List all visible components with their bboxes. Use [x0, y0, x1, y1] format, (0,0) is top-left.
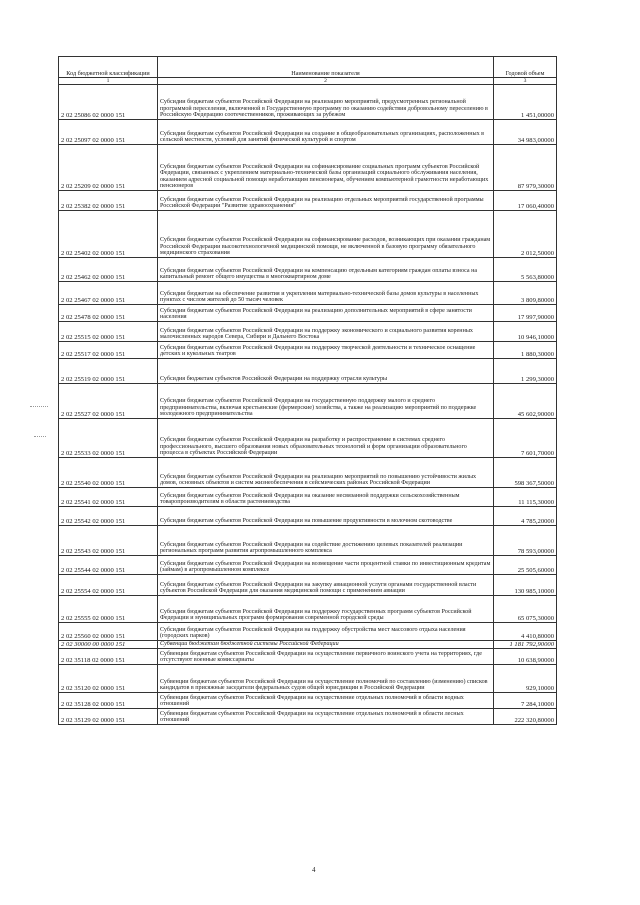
name-cell: Субвенции бюджетам бюджетной системы Российской Федерации — [158, 641, 494, 649]
volume-cell: 1 451,00000 — [494, 85, 557, 120]
code-cell: 2 02 25544 02 0000 151 — [59, 556, 158, 575]
volume-cell: 1 181 792,90000 — [494, 641, 557, 649]
volume-cell: 17 997,90000 — [494, 305, 557, 322]
code-cell: 2 02 25515 02 0000 151 — [59, 322, 158, 342]
code-cell: 2 02 35118 02 0000 151 — [59, 649, 158, 665]
table-row — [59, 507, 557, 526]
name-cell: Субсидии бюджетам субъектов Российской Федерации на возмещение части процентной ставки по инвестиционным кредитам (займам) в агропромышленном комплексе — [158, 556, 494, 575]
header-code: Код бюджетной классификации — [59, 57, 158, 78]
table-row — [59, 556, 557, 575]
table-row — [59, 649, 557, 665]
volume-cell: 4 785,20000 — [494, 507, 557, 526]
table-row — [59, 282, 557, 305]
code-cell: 2 02 25382 02 0000 151 — [59, 191, 158, 211]
volume-cell: 7 284,10000 — [494, 693, 557, 709]
volume-cell: 25 505,60000 — [494, 556, 557, 575]
volume-cell: 17 060,40000 — [494, 191, 557, 211]
table-row — [59, 359, 557, 384]
name-cell: Субсидии бюджетам субъектов Российской Федерации на поддержку обустройства мест массового отдыха населения (городских парков) — [158, 623, 494, 641]
table-row — [59, 693, 557, 709]
name-cell: Субвенции бюджетам субъектов Российской Федерации на осуществление первичного воинского учета на территориях, где отсутствуют военные комиссариаты — [158, 649, 494, 665]
column-number-row — [59, 78, 557, 85]
name-cell: Субсидии бюджетам субъектов Российской Федерации на софинансирование социальных программ субъектов Российской Федерации, связанных с укреплением материально-технической базы организаций социального обслуживания населения, оказанием адресной социальной помощи неработающим пенсионерам, обучением компьютерной грамотности неработающих пенсионеров — [158, 145, 494, 191]
table-header-row — [59, 57, 557, 78]
table-row — [59, 211, 557, 258]
name-cell: Субвенции бюджетам субъектов Российской Федерации на осуществление полномочий по составлению (изменению) списков кандидатов в присяжные заседатели федеральных судов общей юрисдикции в Российской Федерации — [158, 665, 494, 693]
table-row — [59, 458, 557, 488]
code-cell: 2 02 25086 02 0000 151 — [59, 85, 158, 120]
name-cell: Субсидии бюджетам субъектов Российской Федерации на поддержку государственных программ субъектов Российской Федерации и муниципальных программ формирования современной городской среды — [158, 596, 494, 623]
table-row — [59, 322, 557, 342]
table-row — [59, 384, 557, 419]
code-cell: 2 02 30000 00 0000 151 — [59, 641, 158, 649]
table-row — [59, 641, 557, 649]
name-cell: Субсидии бюджетам субъектов Российской Федерации на оказание несвязанной поддержки сельскохозяйственным товаропроизводителям в области растениеводства — [158, 488, 494, 507]
code-cell: 2 02 25527 02 0000 151 — [59, 384, 158, 419]
table-row — [59, 419, 557, 458]
margin-scan-mark — [34, 436, 46, 437]
name-cell: Субсидии бюджетам субъектов Российской Федерации на поддержку экономического и социального развития коренных малочисленных народов Севера, Сибири и Дальнего Востока — [158, 322, 494, 342]
table-row — [59, 145, 557, 191]
name-cell: Субвенции бюджетам субъектов Российской Федерации на осуществление отдельных полномочий в области водных отношений — [158, 693, 494, 709]
column-number: 1 — [59, 78, 158, 85]
volume-cell: 1 880,30000 — [494, 342, 557, 359]
volume-cell: 130 985,10000 — [494, 575, 557, 596]
volume-cell: 5 563,80000 — [494, 258, 557, 282]
table-row — [59, 526, 557, 556]
volume-cell: 11 115,30000 — [494, 488, 557, 507]
volume-cell: 3 809,80000 — [494, 282, 557, 305]
name-cell: Субсидии бюджетам субъектов Российской Федерации на закупку авиационной услуги органами государственной власти субъектов Российской Федерации для оказания медицинской помощи с применением авиации — [158, 575, 494, 596]
volume-cell: 87 979,30000 — [494, 145, 557, 191]
volume-cell: 7 601,70000 — [494, 419, 557, 458]
code-cell: 2 02 35120 02 0000 151 — [59, 665, 158, 693]
code-cell: 2 02 25542 02 0000 151 — [59, 507, 158, 526]
volume-cell: 1 299,30000 — [494, 359, 557, 384]
name-cell: Субсидии бюджетам субъектов Российской Федерации на реализацию отдельных мероприятий государственной программы Российской Федерации "Развитие здравоохранения" — [158, 191, 494, 211]
code-cell: 2 02 25209 02 0000 151 — [59, 145, 158, 191]
table-row — [59, 191, 557, 211]
code-cell: 2 02 25467 02 0000 151 — [59, 282, 158, 305]
volume-cell: 2 012,50000 — [494, 211, 557, 258]
column-number: 2 — [158, 78, 494, 85]
code-cell: 2 02 35129 02 0000 151 — [59, 709, 158, 725]
code-cell: 2 02 25402 02 0000 151 — [59, 211, 158, 258]
code-cell: 2 02 25540 02 0000 151 — [59, 458, 158, 488]
volume-cell: 598 367,50000 — [494, 458, 557, 488]
name-cell: Субсидии бюджетам на обеспечение развития и укрепления материально-технической базы домов культуры в населенных пунктах с числом жителей до 50 тысяч человек — [158, 282, 494, 305]
table-row — [59, 488, 557, 507]
name-cell: Субсидии бюджетам субъектов Российской Федерации на реализацию мероприятий по повышению устойчивости жилых домов, основных объектов и систем жизнеобеспечения в сейсмических районах Российской Федерации — [158, 458, 494, 488]
name-cell: Субсидии бюджетам субъектов Российской Федерации на разработку и распространение в системах среднего профессионального, высшего образования новых образовательных технологий и форм организации образовательного процесса в субъектах Российской Федерации — [158, 419, 494, 458]
code-cell: 2 02 25555 02 0000 151 — [59, 596, 158, 623]
name-cell: Субсидии бюджетам субъектов Российской Федерации на поддержку творческой деятельности и техническое оснащение детских и кукольных театров — [158, 342, 494, 359]
volume-cell: 34 983,00000 — [494, 120, 557, 145]
table-row — [59, 305, 557, 322]
table-row — [59, 258, 557, 282]
code-cell: 2 02 25543 02 0000 151 — [59, 526, 158, 556]
volume-cell: 4 410,80000 — [494, 623, 557, 641]
code-cell: 2 02 25517 02 0000 151 — [59, 342, 158, 359]
table-row — [59, 120, 557, 145]
code-cell: 2 02 25097 02 0000 151 — [59, 120, 158, 145]
code-cell: 2 02 35128 02 0000 151 — [59, 693, 158, 709]
header-name: Наименование показателя — [158, 57, 494, 78]
name-cell: Субсидия бюджетам субъектов Российской Федерации на поддержку отрасли культуры — [158, 359, 494, 384]
volume-cell: 10 946,10000 — [494, 322, 557, 342]
column-number: 3 — [494, 78, 557, 85]
name-cell: Субвенции бюджетам субъектов Российской Федерации на осуществление отдельных полномочий в области лесных отношений — [158, 709, 494, 725]
code-cell: 2 02 25554 02 0000 151 — [59, 575, 158, 596]
name-cell: Субсидии бюджетам субъектов Российской Федерации на софинансирование расходов, возникающих при оказании гражданам Российской Федерации высокотехнологичной медицинской помощи, не включенной в базовую программу обязательного медицинского страхования — [158, 211, 494, 258]
volume-cell: 78 593,00000 — [494, 526, 557, 556]
code-cell: 2 02 25519 02 0000 151 — [59, 359, 158, 384]
name-cell: Субсидии бюджетам субъектов Российской Федерации на государственную поддержку малого и среднего предпринимательства, включая крестьянские (фермерские) хозяйства, а также на реализацию мероприятий по поддержке молодежного предпринимательства — [158, 384, 494, 419]
table-row — [59, 665, 557, 693]
table-row — [59, 575, 557, 596]
name-cell: Субсидии бюджетам субъектов Российской Федерации на содействие достижению целевых показателей реализации региональных программ развития агропромышленного комплекса — [158, 526, 494, 556]
name-cell: Субсидии бюджетам субъектов Российской Федерации на компенсацию отдельным категориям граждан оплаты взноса на капитальный ремонт общего имущества в многоквартирном доме — [158, 258, 494, 282]
name-cell: Субсидии бюджетам субъектов Российской Федерации на повышение продуктивности в молочном скотоводстве — [158, 507, 494, 526]
table-row — [59, 85, 557, 120]
code-cell: 2 02 25541 02 0000 151 — [59, 488, 158, 507]
table-row — [59, 623, 557, 641]
table-row — [59, 709, 557, 725]
code-cell: 2 02 25478 02 0000 151 — [59, 305, 158, 322]
budget-table — [58, 56, 557, 725]
name-cell: Субсидии бюджетам субъектов Российской Федерации на создание в общеобразовательных организациях, расположенных в сельской местности, условий для занятий физической культурой и спортом — [158, 120, 494, 145]
table-row — [59, 342, 557, 359]
code-cell: 2 02 25560 02 0000 151 — [59, 623, 158, 641]
table-row — [59, 596, 557, 623]
code-cell: 2 02 25533 02 0000 151 — [59, 419, 158, 458]
margin-scan-mark — [30, 406, 48, 407]
code-cell: 2 02 25462 02 0000 151 — [59, 258, 158, 282]
volume-cell: 65 075,30000 — [494, 596, 557, 623]
volume-cell: 929,10000 — [494, 665, 557, 693]
name-cell: Субсидии бюджетам субъектов Российской Федерации на реализацию мероприятий, предусмотренных региональной программой переселения, включенной в Государственную программу по оказанию содействия добровольному переселению в Российскую Федерацию соотечественников, проживающих за рубежом — [158, 85, 494, 120]
volume-cell: 222 320,80000 — [494, 709, 557, 725]
name-cell: Субсидии бюджетам субъектов Российской Федерации на реализацию дополнительных мероприятий в сфере занятости населения — [158, 305, 494, 322]
volume-cell: 45 602,90000 — [494, 384, 557, 419]
page-number: 4 — [312, 866, 316, 874]
volume-cell: 10 638,90000 — [494, 649, 557, 665]
header-volume: Годовой объем — [494, 57, 557, 78]
